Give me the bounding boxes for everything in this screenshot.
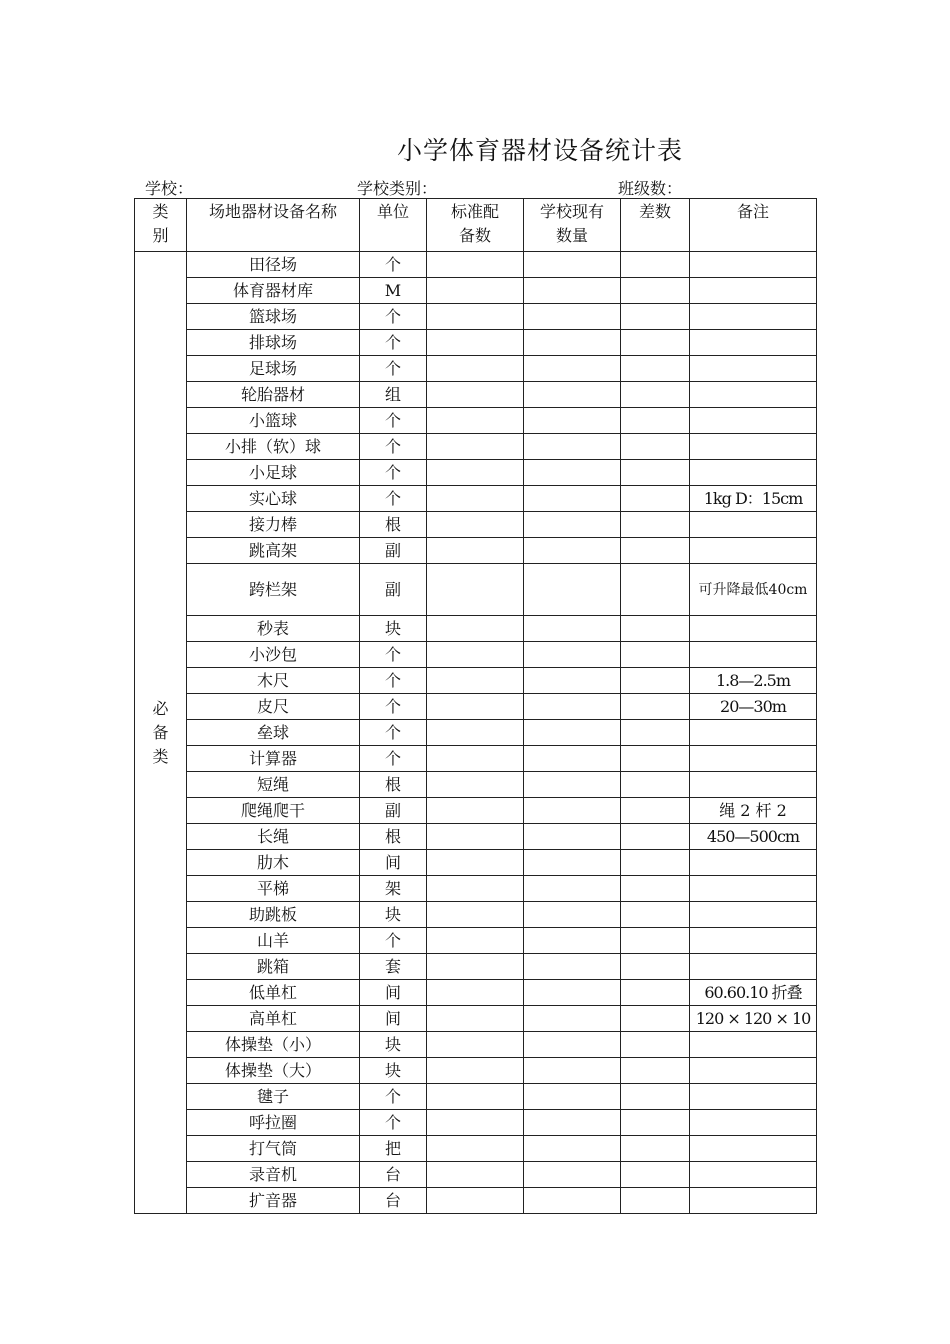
equipment-name-cell: 小排（软）球: [187, 434, 360, 460]
equipment-name-cell: 高单杠: [187, 1006, 360, 1032]
unit-cell: 块: [360, 1058, 427, 1084]
existing-count-cell: [524, 1058, 621, 1084]
difference-cell: [621, 382, 690, 408]
table-row: [135, 720, 817, 746]
standard-count-cell: [427, 954, 524, 980]
standard-count-cell: [427, 694, 524, 720]
remark-cell: [690, 1162, 817, 1188]
equipment-name-cell: 体操垫（小）: [187, 1032, 360, 1058]
table-row: [135, 1032, 817, 1058]
standard-count-cell: [427, 1110, 524, 1136]
standard-count-cell: [427, 1032, 524, 1058]
remark-cell: 可升降最低40cm: [690, 564, 817, 616]
remark-cell: [690, 772, 817, 798]
table-row: [135, 928, 817, 954]
existing-count-cell: [524, 902, 621, 928]
unit-cell: 个: [360, 1084, 427, 1110]
existing-count-cell: [524, 434, 621, 460]
header-category-line1: 类: [152, 202, 169, 221]
difference-cell: [621, 1032, 690, 1058]
unit-cell: 组: [360, 382, 427, 408]
equipment-name-cell: 山羊: [187, 928, 360, 954]
difference-cell: [621, 772, 690, 798]
remark-cell: [690, 928, 817, 954]
existing-count-cell: [524, 512, 621, 538]
remark-cell: 1kg D：15cm: [690, 486, 817, 512]
standard-count-cell: [427, 1136, 524, 1162]
unit-cell: 个: [360, 434, 427, 460]
remark-cell: [690, 512, 817, 538]
header-standard-line1: 标准配: [450, 202, 499, 221]
remark-cell: 绳 2 杆 2: [690, 798, 817, 824]
unit-cell: 把: [360, 1136, 427, 1162]
standard-count-cell: [427, 486, 524, 512]
remark-cell: [690, 408, 817, 434]
standard-count-cell: [427, 330, 524, 356]
unit-cell: 副: [360, 564, 427, 616]
difference-cell: [621, 850, 690, 876]
remark-cell: 450—500cm: [690, 824, 817, 850]
unit-cell: 个: [360, 330, 427, 356]
equipment-name-cell: 足球场: [187, 356, 360, 382]
table-row: [135, 1110, 817, 1136]
difference-cell: [621, 902, 690, 928]
unit-cell: 架: [360, 876, 427, 902]
remark-cell: [690, 616, 817, 642]
existing-count-cell: [524, 824, 621, 850]
table-row: [135, 278, 817, 304]
remark-cell: 1.8—2.5m: [690, 668, 817, 694]
difference-cell: [621, 720, 690, 746]
table-row: [135, 746, 817, 772]
difference-cell: [621, 356, 690, 382]
standard-count-cell: [427, 382, 524, 408]
unit-cell: M: [360, 278, 427, 304]
standard-count-cell: [427, 772, 524, 798]
unit-cell: 个: [360, 746, 427, 772]
table-row: [135, 512, 817, 538]
equipment-name-cell: 低单杠: [187, 980, 360, 1006]
standard-count-cell: [427, 408, 524, 434]
existing-count-cell: [524, 538, 621, 564]
existing-count-cell: [524, 356, 621, 382]
existing-count-cell: [524, 486, 621, 512]
existing-count-cell: [524, 798, 621, 824]
equipment-name-cell: 跳高架: [187, 538, 360, 564]
difference-cell: [621, 460, 690, 486]
existing-count-cell: [524, 642, 621, 668]
standard-count-cell: [427, 460, 524, 486]
unit-cell: 块: [360, 902, 427, 928]
unit-cell: 个: [360, 252, 427, 278]
table-row: [135, 1162, 817, 1188]
equipment-name-cell: 平梯: [187, 876, 360, 902]
header-standard-line2: 备数: [458, 226, 491, 245]
remark-cell: [690, 1110, 817, 1136]
remark-cell: [690, 642, 817, 668]
table-row: [135, 668, 817, 694]
table-row: [135, 486, 817, 512]
unit-cell: 个: [360, 928, 427, 954]
unit-cell: 个: [360, 486, 427, 512]
unit-cell: 间: [360, 850, 427, 876]
remark-cell: [690, 382, 817, 408]
difference-cell: [621, 954, 690, 980]
difference-cell: [621, 1162, 690, 1188]
existing-count-cell: [524, 668, 621, 694]
table-body: [135, 252, 817, 1214]
remark-cell: [690, 460, 817, 486]
table-row: [135, 460, 817, 486]
existing-count-cell: [524, 304, 621, 330]
difference-cell: [621, 928, 690, 954]
table-row: [135, 434, 817, 460]
unit-cell: 间: [360, 980, 427, 1006]
category-cell: [135, 252, 187, 1214]
header-existing: [524, 199, 621, 252]
unit-cell: 间: [360, 1006, 427, 1032]
table-row: [135, 902, 817, 928]
remark-cell: [690, 304, 817, 330]
existing-count-cell: [524, 954, 621, 980]
standard-count-cell: [427, 720, 524, 746]
difference-cell: [621, 694, 690, 720]
remark-cell: [690, 1032, 817, 1058]
equipment-name-cell: 篮球场: [187, 304, 360, 330]
difference-cell: [621, 876, 690, 902]
equipment-name-cell: 长绳: [187, 824, 360, 850]
equipment-name-cell: 打气筒: [187, 1136, 360, 1162]
difference-cell: [621, 434, 690, 460]
standard-count-cell: [427, 252, 524, 278]
existing-count-cell: [524, 616, 621, 642]
equipment-name-cell: 爬绳爬干: [187, 798, 360, 824]
unit-cell: 块: [360, 1032, 427, 1058]
table-row: [135, 876, 817, 902]
equipment-name-cell: 扩音器: [187, 1188, 360, 1214]
equipment-name-cell: 皮尺: [187, 694, 360, 720]
existing-count-cell: [524, 1032, 621, 1058]
difference-cell: [621, 616, 690, 642]
unit-cell: 台: [360, 1162, 427, 1188]
existing-count-cell: [524, 278, 621, 304]
equipment-name-cell: 体育器材库: [187, 278, 360, 304]
standard-count-cell: [427, 278, 524, 304]
unit-cell: 个: [360, 304, 427, 330]
category-char: 备: [152, 722, 169, 742]
unit-cell: 个: [360, 668, 427, 694]
remark-cell: 60.60.10 折叠: [690, 980, 817, 1006]
category-char: 必: [152, 698, 169, 718]
difference-cell: [621, 538, 690, 564]
header-existing-line1: 学校现有: [539, 202, 604, 221]
table-row: [135, 356, 817, 382]
remark-cell: [690, 746, 817, 772]
table-row: [135, 642, 817, 668]
remark-cell: [690, 902, 817, 928]
remark-cell: [690, 330, 817, 356]
existing-count-cell: [524, 408, 621, 434]
difference-cell: [621, 668, 690, 694]
existing-count-cell: [524, 460, 621, 486]
unit-cell: 副: [360, 538, 427, 564]
existing-count-cell: [524, 1188, 621, 1214]
equipment-name-cell: 呼拉圈: [187, 1110, 360, 1136]
difference-cell: [621, 642, 690, 668]
existing-count-cell: [524, 1136, 621, 1162]
equipment-name-cell: 毽子: [187, 1084, 360, 1110]
difference-cell: [621, 304, 690, 330]
standard-count-cell: [427, 304, 524, 330]
equipment-name-cell: 轮胎器材: [187, 382, 360, 408]
existing-count-cell: [524, 382, 621, 408]
table-row: [135, 694, 817, 720]
category-char: 类: [152, 746, 169, 766]
header-category-line2: 别: [152, 226, 169, 245]
unit-cell: 个: [360, 460, 427, 486]
unit-cell: 个: [360, 642, 427, 668]
difference-cell: [621, 330, 690, 356]
difference-cell: [621, 1136, 690, 1162]
standard-count-cell: [427, 616, 524, 642]
table-row: [135, 382, 817, 408]
unit-cell: 个: [360, 694, 427, 720]
remark-cell: [690, 252, 817, 278]
unit-cell: 副: [360, 798, 427, 824]
standard-count-cell: [427, 356, 524, 382]
table-row: [135, 1006, 817, 1032]
remark-cell: [690, 954, 817, 980]
equipment-name-cell: 计算器: [187, 746, 360, 772]
existing-count-cell: [524, 1006, 621, 1032]
existing-count-cell: [524, 772, 621, 798]
remark-cell: [690, 278, 817, 304]
unit-cell: 根: [360, 512, 427, 538]
equipment-name-cell: 助跳板: [187, 902, 360, 928]
difference-cell: [621, 278, 690, 304]
equipment-name-cell: 木尺: [187, 668, 360, 694]
existing-count-cell: [524, 1084, 621, 1110]
unit-cell: 个: [360, 408, 427, 434]
equipment-name-cell: 秒表: [187, 616, 360, 642]
header-name: 场地器材设备名称: [187, 199, 360, 252]
difference-cell: [621, 798, 690, 824]
header-existing-line2: 数量: [555, 226, 588, 245]
equipment-name-cell: 肋木: [187, 850, 360, 876]
standard-count-cell: [427, 564, 524, 616]
header-category: [135, 199, 187, 252]
equipment-name-cell: 排球场: [187, 330, 360, 356]
table-row: [135, 408, 817, 434]
existing-count-cell: [524, 1162, 621, 1188]
difference-cell: [621, 824, 690, 850]
header-difference: 差数: [621, 199, 690, 252]
remark-cell: [690, 1188, 817, 1214]
table-row: [135, 304, 817, 330]
table-row: [135, 1058, 817, 1084]
existing-count-cell: [524, 1110, 621, 1136]
standard-count-cell: [427, 1162, 524, 1188]
difference-cell: [621, 564, 690, 616]
standard-count-cell: [427, 798, 524, 824]
remark-cell: [690, 356, 817, 382]
table-row: [135, 616, 817, 642]
remark-cell: [690, 1136, 817, 1162]
school-label: 学校：: [145, 179, 194, 198]
remark-cell: [690, 538, 817, 564]
standard-count-cell: [427, 980, 524, 1006]
table-row: [135, 1188, 817, 1214]
table-row: [135, 850, 817, 876]
unit-cell: 套: [360, 954, 427, 980]
table-row: [135, 538, 817, 564]
equipment-name-cell: 体操垫（大）: [187, 1058, 360, 1084]
standard-count-cell: [427, 902, 524, 928]
school-type-label: 学校类别：: [357, 179, 438, 198]
difference-cell: [621, 746, 690, 772]
table-row: [135, 1136, 817, 1162]
difference-cell: [621, 1058, 690, 1084]
equipment-table: [134, 198, 817, 1214]
existing-count-cell: [524, 330, 621, 356]
equipment-name-cell: 垒球: [187, 720, 360, 746]
standard-count-cell: [427, 824, 524, 850]
existing-count-cell: [524, 746, 621, 772]
standard-count-cell: [427, 538, 524, 564]
equipment-name-cell: 接力棒: [187, 512, 360, 538]
equipment-name-cell: 短绳: [187, 772, 360, 798]
table-row: [135, 564, 817, 616]
existing-count-cell: [524, 564, 621, 616]
table-row: [135, 954, 817, 980]
unit-cell: 个: [360, 1110, 427, 1136]
difference-cell: [621, 252, 690, 278]
standard-count-cell: [427, 746, 524, 772]
difference-cell: [621, 512, 690, 538]
equipment-name-cell: 田径场: [187, 252, 360, 278]
existing-count-cell: [524, 876, 621, 902]
table-row: [135, 824, 817, 850]
remark-cell: [690, 850, 817, 876]
table-row: [135, 980, 817, 1006]
standard-count-cell: [427, 850, 524, 876]
existing-count-cell: [524, 694, 621, 720]
unit-cell: 根: [360, 824, 427, 850]
table-row: [135, 798, 817, 824]
table-header-row: [135, 199, 817, 252]
remark-cell: 120 × 120 × 10: [690, 1006, 817, 1032]
standard-count-cell: [427, 1058, 524, 1084]
difference-cell: [621, 1110, 690, 1136]
existing-count-cell: [524, 928, 621, 954]
equipment-name-cell: 跨栏架: [187, 564, 360, 616]
standard-count-cell: [427, 434, 524, 460]
class-count-label: 班级数：: [618, 179, 683, 198]
existing-count-cell: [524, 850, 621, 876]
remark-cell: 20—30m: [690, 694, 817, 720]
header-standard: [427, 199, 524, 252]
difference-cell: [621, 1188, 690, 1214]
unit-cell: 个: [360, 356, 427, 382]
remark-cell: [690, 720, 817, 746]
document-title: 小学体育器材设备统计表: [396, 136, 683, 165]
existing-count-cell: [524, 980, 621, 1006]
remark-cell: [690, 434, 817, 460]
difference-cell: [621, 980, 690, 1006]
difference-cell: [621, 1006, 690, 1032]
remark-cell: [690, 876, 817, 902]
equipment-name-cell: 跳箱: [187, 954, 360, 980]
existing-count-cell: [524, 720, 621, 746]
unit-cell: 块: [360, 616, 427, 642]
equipment-name-cell: 实心球: [187, 486, 360, 512]
table-row: [135, 1084, 817, 1110]
equipment-name-cell: 小篮球: [187, 408, 360, 434]
difference-cell: [621, 408, 690, 434]
standard-count-cell: [427, 1084, 524, 1110]
unit-cell: 个: [360, 720, 427, 746]
table-row: [135, 252, 817, 278]
equipment-name-cell: 小足球: [187, 460, 360, 486]
equipment-name-cell: 小沙包: [187, 642, 360, 668]
standard-count-cell: [427, 876, 524, 902]
header-unit: 单位: [360, 199, 427, 252]
unit-cell: 台: [360, 1188, 427, 1214]
standard-count-cell: [427, 512, 524, 538]
standard-count-cell: [427, 1188, 524, 1214]
standard-count-cell: [427, 668, 524, 694]
remark-cell: [690, 1058, 817, 1084]
table-row: [135, 330, 817, 356]
difference-cell: [621, 486, 690, 512]
existing-count-cell: [524, 252, 621, 278]
difference-cell: [621, 1084, 690, 1110]
standard-count-cell: [427, 1006, 524, 1032]
unit-cell: 根: [360, 772, 427, 798]
table-row: [135, 772, 817, 798]
header-remarks: 备注: [690, 199, 817, 252]
equipment-name-cell: 录音机: [187, 1162, 360, 1188]
standard-count-cell: [427, 642, 524, 668]
standard-count-cell: [427, 928, 524, 954]
remark-cell: [690, 1084, 817, 1110]
